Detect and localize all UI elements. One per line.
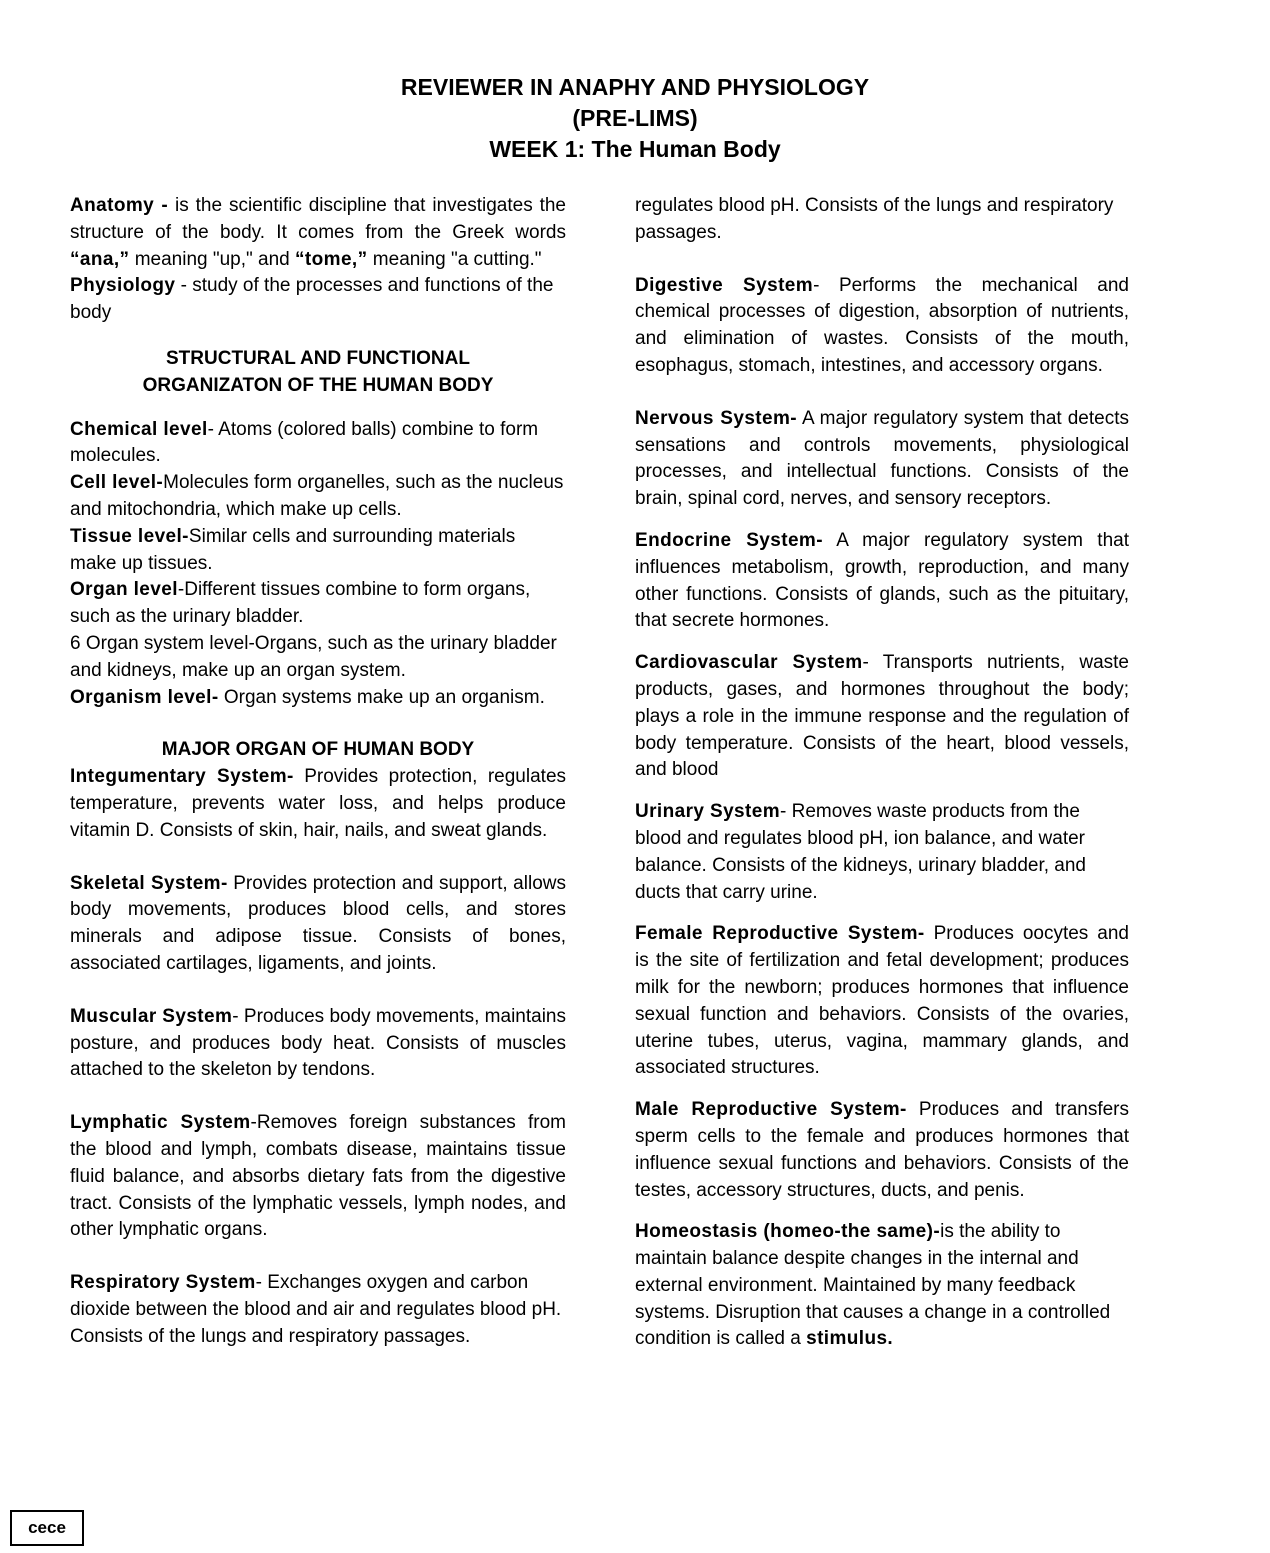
system-term: Digestive System [635, 274, 814, 296]
level-text: Molecules form organelles, such as the nucleus and mitochondria, which make up cells. [70, 472, 564, 520]
document-subtitle: (PRE-LIMS) [572, 105, 698, 131]
respiratory-continued: regulates blood pH. Consists of the lungs and respiratory passages. [635, 195, 1114, 243]
level-cell [70, 470, 566, 524]
level-organ-system [70, 631, 566, 685]
level-term: Organ level [70, 579, 178, 601]
document-title: REVIEWER IN ANAPHY AND PHYSIOLOGY [400, 74, 870, 100]
system-term: Lymphatic System [70, 1112, 251, 1134]
cardiovascular-system [635, 650, 1129, 784]
level-text: Similar cells and surrounding materials make up tissues. [70, 525, 516, 574]
system-term: Male Reproductive System- [635, 1099, 907, 1121]
muscular-system [70, 1004, 566, 1084]
anatomy-text-2: meaning "up," and [129, 248, 296, 270]
system-text: -Removes foreign substances from the blood and lymph, combats disease, maintains tissue fluid balance, and absorbs dietary fats from the digestive tract. Consists of the lymphatic vessels, lymph nodes, and other lymphatic organs. [70, 1112, 567, 1241]
system-term: Skeletal System- [70, 872, 228, 894]
anatomy-definition [70, 193, 566, 273]
physiology-text: - study of the processes and functions of the body [70, 275, 554, 324]
system-text: Produces and transfers sperm cells to the female and produces hormones that influence sexual functions and behaviors. Consists of the testes, accessory structures, ducts, and penis. [635, 1099, 1129, 1201]
level-term: Chemical level [70, 418, 208, 440]
system-term: Integumentary System- [70, 766, 294, 788]
level-text: -Different tissues combine to form organs, such as the urinary bladder. [70, 579, 531, 628]
system-text: Produces oocytes and is the site of fertilization and fetal development; produces milk for the newborn; produces hormones that influence sexual function and behaviors. Consists of the ovaries, uterine tubes, uterus, vagina, mammary glands, and associated structures. [635, 923, 1129, 1079]
system-term: Nervous System- [635, 407, 797, 429]
structural-title-1: STRUCTURAL AND FUNCTIONAL [166, 347, 470, 369]
document-header [0, 72, 1270, 165]
system-text: - Exchanges oxygen and carbon dioxide between the blood and air and regulates blood pH. Consists of the lungs and respiratory passages. [70, 1272, 562, 1347]
stimulus-term: stimulus. [806, 1328, 894, 1350]
left-column [70, 193, 567, 1347]
system-text: A major regulatory system that influences metabolism, growth, reproduction, and many other functions. Consists of glands, such as the pituitary, that secrete hormones. [635, 529, 1129, 632]
author-stamp: cece [10, 1510, 84, 1546]
level-text: - Atoms (colored balls) combine to form molecules. [70, 418, 539, 467]
ana-term: “ana,” [70, 248, 130, 270]
system-text: is the ability to maintain balance despite changes in the internal and external environment. Maintained by many feedback systems. Disruption that causes a change in a controlled condition is called a [635, 1221, 1111, 1350]
male-reproductive-system [635, 1097, 1129, 1204]
level-text: 6 Organ system level-Organs, such as the urinary bladder and kidneys, make up an organ system. [70, 632, 557, 681]
week-title: WEEK 1: The Human Body [489, 136, 781, 162]
system-text: - Produces body movements, maintains posture, and produces body heat. Consists of muscles attached to the skeleton by tendons. [70, 1005, 567, 1081]
system-term: Urinary System [635, 801, 781, 823]
physiology-definition [70, 273, 566, 327]
system-text: - Transports nutrients, waste products, gases, and hormones throughout the body; plays a role in the immune response and the regulation of body temperature. Consists of the heart, blood vessels, and blood [635, 652, 1129, 781]
level-term: Cell level- [70, 472, 164, 494]
system-term: Muscular System [70, 1005, 233, 1027]
level-organism [70, 685, 566, 712]
right-column [635, 193, 1129, 1353]
skeletal-system [70, 871, 566, 978]
system-term: Female Reproductive System- [635, 923, 925, 945]
respiratory-system [70, 1270, 566, 1347]
urinary-system [635, 799, 1129, 906]
structural-title-2: ORGANIZATON OF THE HUMAN BODY [142, 374, 494, 396]
tome-term: “tome,” [295, 248, 368, 270]
system-term: Respiratory System [70, 1272, 256, 1294]
level-tissue [70, 524, 566, 578]
system-term: Cardiovascular System [635, 652, 863, 674]
system-text: - Performs the mechanical and chemical processes of digestion, absorption of nutrients, and elimination of wastes. Consists of the mouth, esophagus, stomach, intestines, and accessory organs. [635, 274, 1129, 376]
anatomy-text: is the scientific discipline that investigates the structure of the body. It comes from the Greek words [70, 195, 567, 243]
digestive-system [635, 273, 1129, 380]
endocrine-system [635, 528, 1129, 635]
system-term: Endocrine System- [635, 529, 823, 551]
homeostasis-definition [635, 1219, 1129, 1353]
system-text: A major regulatory system that detects sensations and controls movements, physiological processes, and intellectual functions. Consists of the brain, spinal cord, nerves, and sensory receptors. [635, 407, 1129, 510]
physiology-term: Physiology [70, 275, 176, 297]
level-text: Organ systems make up an organism. [218, 686, 545, 708]
major-organ-title: MAJOR ORGAN OF HUMAN BODY [161, 739, 475, 761]
nervous-system [635, 406, 1129, 513]
level-term: Tissue level- [70, 525, 189, 547]
anatomy-text-3: meaning "a cutting." [367, 248, 542, 270]
integumentary-system [70, 764, 566, 844]
system-text: Provides protection, regulates temperature, prevents water loss, and helps produce vitamin D. Consists of skin, hair, nails, and sweat glands. [70, 766, 567, 841]
system-text: Provides protection and support, allows body movements, produces blood cells, and stores minerals and adipose tissue. Consists of bones, associated cartilages, ligaments, and joints. [70, 872, 566, 974]
system-term: Homeostasis (homeo-the same)- [635, 1221, 941, 1243]
level-organ [70, 577, 566, 631]
lymphatic-system [70, 1110, 566, 1244]
system-text: - Removes waste products from the blood and regulates blood pH, ion balance, and water balance. Consists of the kidneys, urinary bladder, and ducts that carry urine. [635, 801, 1086, 903]
female-reproductive-system [635, 921, 1129, 1082]
level-chemical [70, 417, 566, 471]
level-term: Organism level- [70, 686, 219, 708]
anatomy-term: Anatomy - [70, 195, 169, 216]
levels-list [70, 417, 566, 712]
